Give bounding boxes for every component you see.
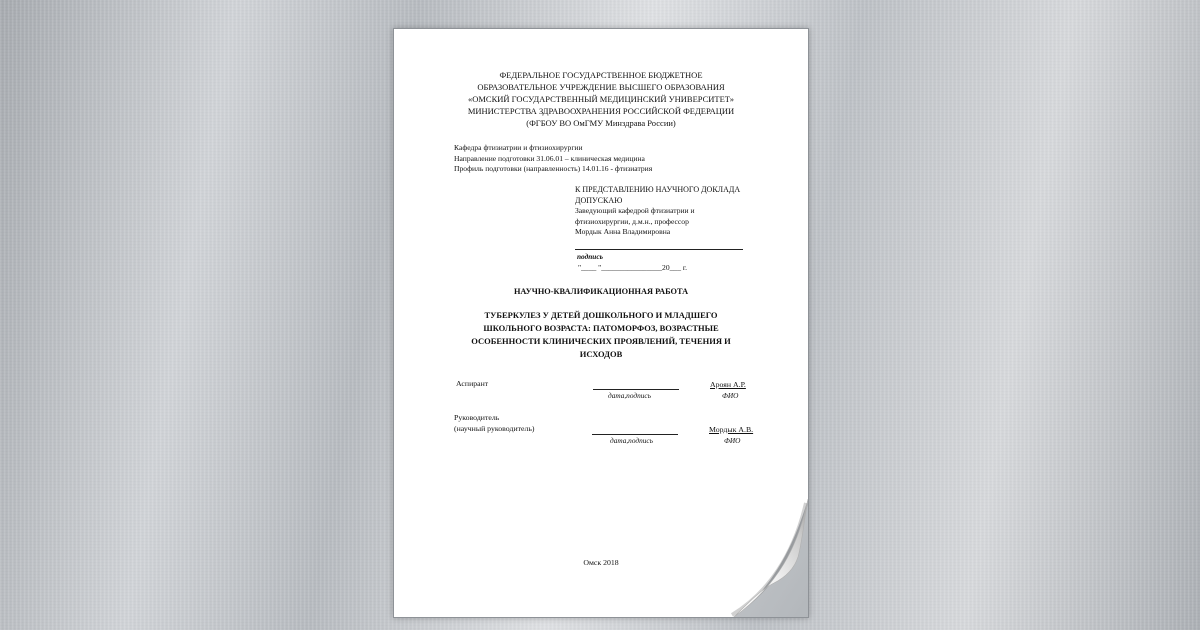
profile-line: Профиль подготовки (направленность) 14.01.16 - фтизиатрия — [454, 164, 653, 173]
document-page — [393, 28, 809, 618]
direction-line: Направление подготовки 31.06.01 – клиническая медицина — [454, 153, 645, 163]
institution-header — [424, 69, 778, 129]
header-line: ОБРАЗОВАТЕЛЬНОЕ УЧРЕЖДЕНИЕ ВЫСШЕГО ОБРАЗОВАНИЯ — [477, 82, 725, 92]
approval-caption: ДОПУСКАЮ — [575, 195, 623, 205]
approval-date: "____ "________________20___ г. — [578, 263, 688, 272]
supervisor-name: Мордык А.В. — [709, 425, 754, 434]
approval-block — [575, 185, 740, 238]
title-line: ИСХОДОВ — [579, 349, 623, 359]
work-type: НАУЧНО-КВАЛИФИКАЦИОННАЯ РАБОТА — [513, 287, 689, 296]
department-line: Кафедра фтизиатрии и фтизиохирургии — [454, 143, 583, 152]
supervisor-label-line: (научный руководитель) — [454, 423, 535, 433]
work-title — [434, 309, 768, 361]
aspirant-sign-caption: дата,подпись — [608, 391, 651, 400]
city-year: Омск 2018 — [583, 558, 619, 567]
page-curl — [720, 497, 808, 617]
department-info — [454, 143, 652, 175]
approval-signature-line — [575, 249, 743, 250]
title-line: ТУБЕРКУЛЕЗ У ДЕТЕЙ ДОШКОЛЬНОГО И МЛАДШЕГО — [484, 310, 718, 320]
header-line: МИНИСТЕРСТВА ЗДРАВООХРАНЕНИЯ РОССИЙСКОЙ ФЕДЕРАЦИИ — [467, 106, 735, 116]
aspirant-signature-line — [593, 389, 679, 390]
aspirant-name: Ароян А.Р. — [710, 380, 746, 389]
aspirant-fio-caption: ФИО — [722, 391, 739, 400]
supervisor-label-line: Руководитель — [454, 413, 500, 422]
supervisor-fio-caption: ФИО — [724, 436, 741, 445]
approval-signature-caption: подпись — [577, 252, 603, 261]
aspirant-label: Аспирант — [456, 379, 489, 388]
supervisor-sign-caption: дата,подпись — [610, 436, 653, 445]
supervisor-label — [454, 413, 535, 434]
approval-caption: К ПРЕДСТАВЛЕНИЮ НАУЧНОГО ДОКЛАДА — [575, 185, 741, 194]
supervisor-signature-line — [592, 434, 678, 435]
header-line: ФЕДЕРАЛЬНОЕ ГОСУДАРСТВЕННОЕ БЮДЖЕТНОЕ — [499, 70, 703, 80]
approver-line: фтизиохирургии, д.м.н., профессор — [575, 216, 689, 226]
header-line: «ОМСКИЙ ГОСУДАРСТВЕННЫЙ МЕДИЦИНСКИЙ УНИВЕРСИТЕТ» — [467, 94, 735, 104]
title-line: ОСОБЕННОСТИ КЛИНИЧЕСКИХ ПРОЯВЛЕНИЙ, ТЕЧЕНИЯ И — [471, 336, 731, 346]
approver-line: Заведующий кафедрой фтизиатрии и — [575, 206, 695, 215]
approver-name: Мордык Анна Владимировна — [575, 227, 671, 236]
title-line: ШКОЛЬНОГО ВОЗРАСТА: ПАТОМОРФОЗ, ВОЗРАСТНЫЕ — [483, 323, 719, 333]
header-line: (ФГБОУ ВО ОмГМУ Минздрава России) — [526, 118, 676, 128]
